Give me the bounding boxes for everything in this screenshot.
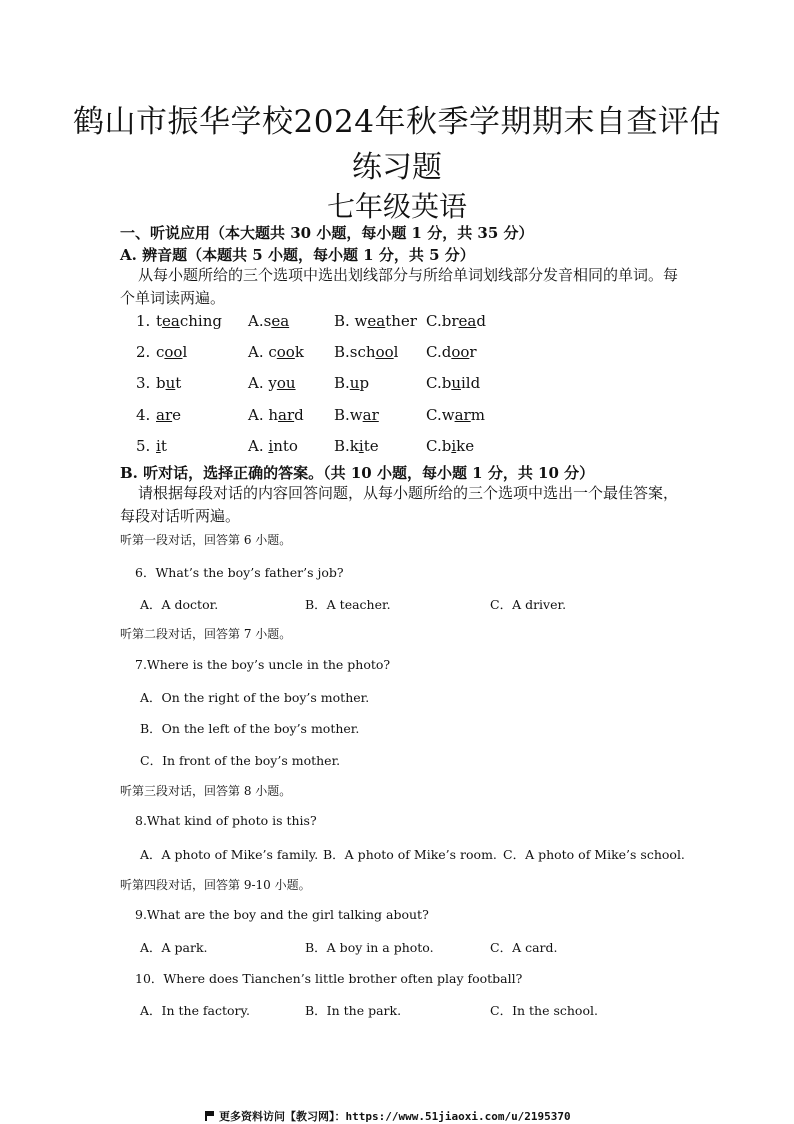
underlined-sound: u bbox=[451, 374, 461, 392]
option-c: C.bike bbox=[426, 437, 475, 455]
target-word: teaching bbox=[156, 312, 222, 330]
dialog1-instruction: 听第一段对话，回答第 6 小题。 bbox=[120, 533, 292, 547]
item-number: 4. bbox=[136, 406, 151, 424]
option-a: A. you bbox=[248, 374, 296, 392]
option-c: C.door bbox=[426, 343, 477, 361]
underlined-sound: u bbox=[349, 374, 360, 392]
sectionB-heading: B. 听对话，选择正确的答案。（共 10 小题，每小题 1 分，共 10 分） bbox=[120, 464, 595, 482]
q10-option-a: A．In the factory. bbox=[140, 1003, 250, 1018]
phonics-item bbox=[136, 312, 696, 334]
q6-option-c: C．A driver. bbox=[490, 597, 567, 612]
option-a: A. into bbox=[248, 437, 298, 455]
option-b: B.up bbox=[334, 374, 370, 392]
underlined-sound: oo bbox=[375, 343, 394, 361]
option-b: B.school bbox=[334, 343, 399, 361]
q7-option-c: C．In front of the boy’s mother. bbox=[140, 753, 341, 768]
question-7: 7.Where is the boy’s uncle in the photo? bbox=[135, 657, 391, 672]
underlined-sound: i bbox=[358, 437, 364, 455]
underlined-sound: ar bbox=[454, 406, 471, 424]
title-line-2: 练习题 bbox=[352, 150, 442, 185]
target-word: are bbox=[156, 406, 182, 424]
option-c: C.build bbox=[426, 374, 481, 392]
flag-icon bbox=[205, 1111, 215, 1121]
question-10: 10．Where does Tianchen’s little brother often play football? bbox=[135, 971, 523, 986]
q7-option-b: B．On the left of the boy’s mother. bbox=[140, 721, 360, 736]
question-8: 8.What kind of photo is this? bbox=[135, 813, 317, 828]
item-number: 1. bbox=[136, 312, 151, 330]
underlined-sound: ea bbox=[162, 312, 180, 330]
target-word: it bbox=[156, 437, 167, 455]
option-c: C.bread bbox=[426, 312, 486, 330]
phonics-item bbox=[136, 343, 696, 365]
item-number: 3. bbox=[136, 374, 151, 392]
underlined-sound: i bbox=[268, 437, 274, 455]
dialog4-instruction: 听第四段对话，回答第 9-10 小题。 bbox=[120, 878, 311, 892]
option-c: C.warm bbox=[426, 406, 485, 424]
underlined-sound: ea bbox=[367, 312, 386, 330]
q10-option-c: C．In the school. bbox=[490, 1003, 598, 1018]
dialog3-instruction: 听第三段对话，回答第 8 小题。 bbox=[120, 784, 292, 798]
option-b: B.kite bbox=[334, 437, 379, 455]
underlined-sound: ou bbox=[276, 374, 296, 392]
question-9: 9.What are the boy and the girl talking about? bbox=[135, 907, 429, 922]
underlined-sound: oo bbox=[276, 343, 295, 361]
phonics-item bbox=[136, 437, 696, 459]
item-number: 5. bbox=[136, 437, 151, 455]
q6-option-a: A．A doctor. bbox=[140, 597, 219, 612]
q9-option-b: B．A boy in a photo. bbox=[305, 940, 434, 955]
q8-option-c: C．A photo of Mike’s school. bbox=[503, 847, 685, 862]
sectionA-instruction: 从每小题所给的三个选项中选出划线部分与所给单词划线部分发音相同的单词。每个单词读两遍。 bbox=[120, 266, 679, 307]
target-word: but bbox=[156, 374, 182, 392]
q9-option-a: A．A park. bbox=[140, 940, 208, 955]
underlined-sound: ar bbox=[278, 406, 295, 424]
dialog2-instruction: 听第二段对话，回答第 7 小题。 bbox=[120, 627, 292, 641]
q7-option-a: A．On the right of the boy’s mother. bbox=[140, 690, 370, 705]
underlined-sound: ar bbox=[156, 406, 173, 424]
underlined-sound: ea bbox=[458, 312, 477, 330]
q8-option-b: B．A photo of Mike’s room. bbox=[323, 847, 497, 862]
underlined-sound: i bbox=[156, 437, 161, 455]
subject-title: 七年级英语 bbox=[326, 190, 467, 223]
item-number: 2. bbox=[136, 343, 151, 361]
footer-link[interactable] bbox=[205, 1108, 571, 1124]
underlined-sound: u bbox=[165, 374, 176, 392]
phonics-item bbox=[136, 374, 696, 396]
underlined-sound: ar bbox=[362, 406, 379, 424]
option-b: B.war bbox=[334, 406, 379, 424]
target-word: cool bbox=[156, 343, 188, 361]
question-6: 6．What’s the boy’s father’s job? bbox=[135, 565, 344, 580]
q9-option-c: C．A card. bbox=[490, 940, 558, 955]
option-b: B. weather bbox=[334, 312, 417, 330]
underlined-sound: ea bbox=[271, 312, 290, 330]
title-line-1: 鹤山市振华学校2024年秋季学期期末自查评估 bbox=[73, 104, 721, 140]
option-a: A.sea bbox=[248, 312, 290, 330]
part1-heading: 一、听说应用（本大题共 30 小题，每小题 1 分，共 35 分） bbox=[120, 224, 534, 242]
option-a: A. hard bbox=[248, 406, 304, 424]
sectionA-heading: A. 辨音题（本题共 5 小题，每小题 1 分，共 5 分） bbox=[120, 246, 475, 264]
footer-text: 更多资料访问【教习网】：https://www.51jiaoxi.com/u/2195370 bbox=[219, 1110, 571, 1123]
q6-option-b: B．A teacher. bbox=[305, 597, 391, 612]
q10-option-b: B．In the park. bbox=[305, 1003, 402, 1018]
sectionB-instruction: 请根据每段对话的内容回答问题，从每小题所给的三个选项中选出一个最佳答案，每段对话听两遍。 bbox=[120, 484, 679, 525]
underlined-sound: i bbox=[451, 437, 457, 455]
phonics-item bbox=[136, 406, 696, 428]
q8-option-a: A．A photo of Mike’s family. bbox=[140, 847, 319, 862]
option-a: A. cook bbox=[248, 343, 304, 361]
underlined-sound: oo bbox=[451, 343, 470, 361]
underlined-sound: oo bbox=[164, 343, 183, 361]
